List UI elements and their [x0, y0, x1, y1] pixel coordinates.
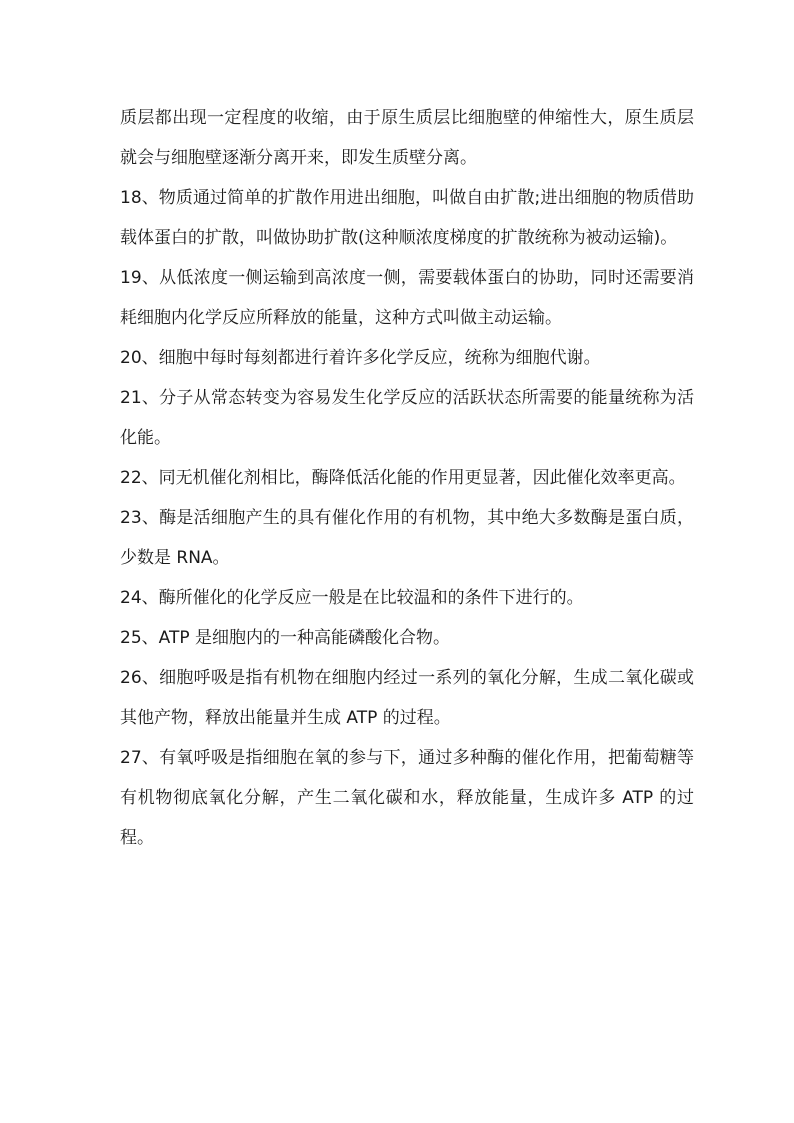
paragraph-item-26: 26、细胞呼吸是指有机物在细胞内经过一系列的氧化分解，生成二氧化碳或其他产物，释放出能量并生成 ATP 的过程。	[120, 668, 694, 728]
paragraph-continuation: 质层都出现一定程度的收缩，由于原生质层比细胞壁的伸缩性大，原生质层就会与细胞壁逐渐分离开来，即发生质壁分离。	[120, 108, 694, 168]
paragraph-item-25: 25、ATP 是细胞内的一种高能磷酸化合物。	[120, 628, 450, 648]
paragraph-item-18: 18、物质通过简单的扩散作用进出细胞，叫做自由扩散;进出细胞的物质借助载体蛋白的扩散，叫做协助扩散(这种顺浓度梯度的扩散统称为被动运输)。	[120, 188, 694, 248]
paragraph-item-21: 21、分子从常态转变为容易发生化学反应的活跃状态所需要的能量统称为活化能。	[120, 388, 694, 448]
paragraph-item-20: 20、细胞中每时每刻都进行着许多化学反应，统称为细胞代谢。	[120, 348, 601, 368]
paragraph-item-19: 19、从低浓度一侧运输到高浓度一侧，需要载体蛋白的协助，同时还需要消耗细胞内化学反应所释放的能量，这种方式叫做主动运输。	[120, 268, 694, 328]
paragraph-item-22: 22、同无机催化剂相比，酶降低活化能的作用更显著，因此催化效率更高。	[120, 468, 686, 488]
paragraph-item-23: 23、酶是活细胞产生的具有催化作用的有机物，其中绝大多数酶是蛋白质，少数是 RNA。	[120, 508, 694, 568]
paragraph-item-27: 27、有氧呼吸是指细胞在氧的参与下，通过多种酶的催化作用，把葡萄糖等有机物彻底氧化分解，产生二氧化碳和水，释放能量，生成许多 ATP 的过程。	[120, 748, 694, 848]
document-body	[120, 98, 694, 858]
paragraph-item-24: 24、酶所催化的化学反应一般是在比较温和的条件下进行的。	[120, 588, 584, 608]
